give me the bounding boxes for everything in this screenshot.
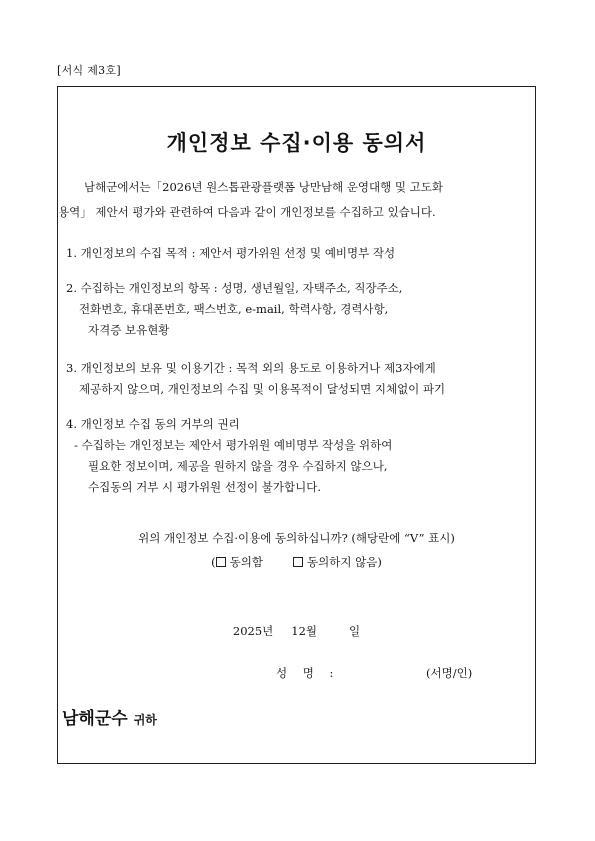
form-number: [서식 제3호] [57, 64, 121, 77]
date-line [58, 623, 535, 639]
item-line: 자격증 보유현황 [88, 323, 170, 337]
intro-line: 용역」 제안서 평가와 관련하여 다음과 같이 개인정보를 수집하고 있습니다. [58, 205, 436, 219]
item-line: - 수집하는 개인정보는 제안서 평가위원 예비명부 작성을 위하여 [74, 438, 393, 452]
item-line: 수집동의 거부 시 평가위원 선정이 불가합니다. [88, 480, 322, 494]
consent-form [57, 86, 536, 764]
item-line: 제공하지 않으며, 개인정보의 수집 및 이용목적이 달성되면 지체없이 파기 [79, 382, 446, 396]
signature-mark: (서명/인) [426, 666, 473, 680]
addressee [62, 704, 157, 729]
agree-option[interactable] [216, 551, 263, 573]
addressee-name: 남해군수 [62, 709, 128, 729]
refusal-right [66, 414, 532, 498]
addressee-honorific: 귀하 [133, 713, 157, 727]
disagree-option[interactable] [293, 551, 377, 573]
disagree-checkbox[interactable] [293, 557, 303, 567]
item-line: 3. 개인정보의 보유 및 이용기간 : 목적 외의 용도로 이용하거나 제3자에게 [66, 361, 436, 375]
collection-purpose [66, 243, 532, 264]
consent-choices [58, 551, 535, 573]
item-line: 1. 개인정보의 수집 목적 : 제안서 평가위원 선정 및 예비명부 작성 [66, 246, 396, 260]
signature-line [276, 665, 472, 681]
signature-label: 성 명 : [276, 666, 340, 680]
date-day: 일 [349, 624, 361, 638]
collected-fields [66, 278, 532, 341]
date-year: 2025년 [232, 624, 274, 638]
item-line: 2. 수집하는 개인정보의 항목 : 성명, 생년월일, 자택주소, 직장주소, [66, 281, 403, 295]
disagree-label: 동의하지 않음 [307, 555, 378, 569]
close-paren: ) [377, 555, 382, 569]
document-title: 개인정보 수집·이용 동의서 [166, 131, 427, 155]
item-line: 전화번호, 휴대폰번호, 팩스번호, e-mail, 학력사항, 경력사항, [79, 302, 389, 316]
consent-question: 위의 개인정보 수집·이용에 동의하십니까? (해당란에 “V” 표시) [138, 531, 455, 545]
open-paren: ( [211, 555, 216, 569]
intro-paragraph [58, 175, 528, 225]
item-line: 필요한 정보이며, 제공을 원하지 않을 경우 수집하지 않으나, [88, 459, 388, 473]
intro-line: 남해군에서는「2026년 원스톱관광플랫폼 낭만남해 운영대행 및 고도화 [84, 180, 443, 194]
item-line: 4. 개인정보 수집 동의 거부의 권리 [66, 417, 240, 431]
agree-label: 동의함 [229, 555, 263, 569]
date-month: 12월 [291, 624, 318, 638]
agree-checkbox[interactable] [216, 557, 226, 567]
retention-period [66, 358, 532, 400]
